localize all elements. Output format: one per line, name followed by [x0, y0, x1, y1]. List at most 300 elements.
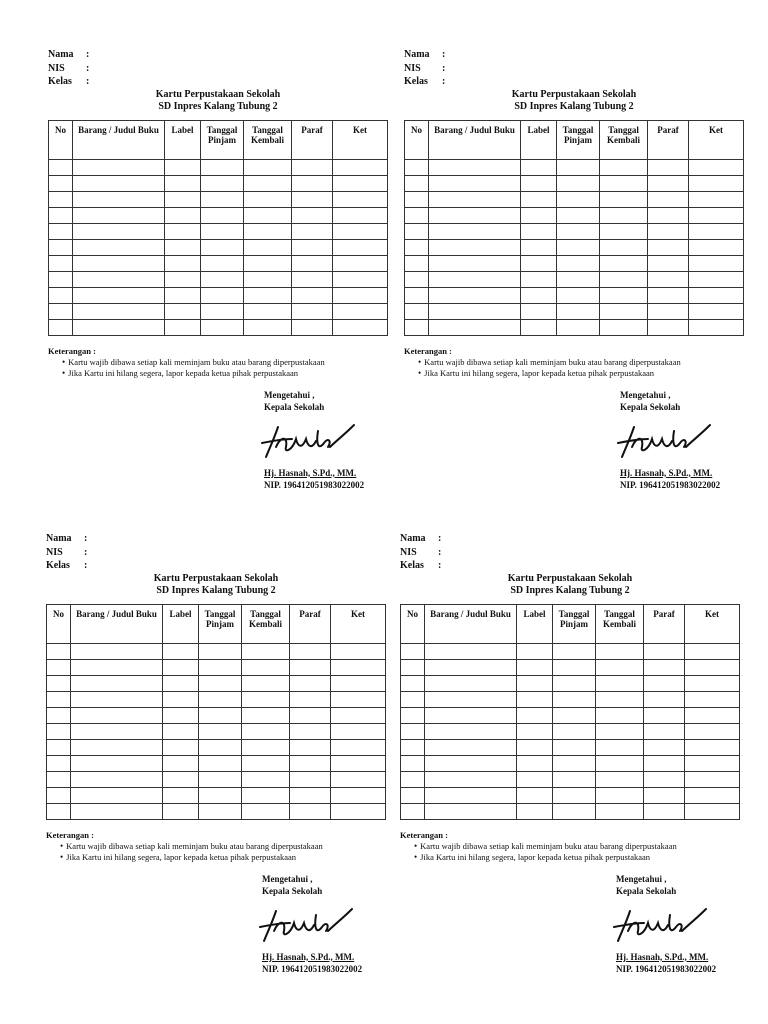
- table-cell[interactable]: [689, 207, 744, 223]
- table-cell[interactable]: [425, 803, 517, 819]
- table-row[interactable]: [405, 319, 744, 335]
- table-cell[interactable]: [689, 191, 744, 207]
- table-cell[interactable]: [401, 675, 425, 691]
- table-cell[interactable]: [49, 271, 73, 287]
- table-cell[interactable]: [557, 175, 600, 191]
- table-cell[interactable]: [405, 271, 429, 287]
- table-cell[interactable]: [429, 319, 521, 335]
- table-cell[interactable]: [521, 319, 557, 335]
- table-cell[interactable]: [553, 707, 596, 723]
- table-cell[interactable]: [71, 707, 163, 723]
- table-row[interactable]: [401, 643, 740, 659]
- table-cell[interactable]: [425, 723, 517, 739]
- table-cell[interactable]: [401, 771, 425, 787]
- table-cell[interactable]: [290, 707, 331, 723]
- table-cell[interactable]: [521, 159, 557, 175]
- table-row[interactable]: [405, 271, 744, 287]
- table-cell[interactable]: [73, 191, 165, 207]
- table-cell[interactable]: [71, 691, 163, 707]
- table-cell[interactable]: [685, 723, 740, 739]
- table-cell[interactable]: [689, 271, 744, 287]
- table-cell[interactable]: [689, 319, 744, 335]
- table-cell[interactable]: [244, 207, 292, 223]
- table-cell[interactable]: [405, 287, 429, 303]
- table-cell[interactable]: [333, 271, 388, 287]
- table-cell[interactable]: [521, 303, 557, 319]
- table-cell[interactable]: [333, 175, 388, 191]
- table-cell[interactable]: [425, 739, 517, 755]
- table-row[interactable]: [405, 175, 744, 191]
- table-cell[interactable]: [521, 175, 557, 191]
- table-cell[interactable]: [644, 707, 685, 723]
- table-cell[interactable]: [244, 303, 292, 319]
- table-cell[interactable]: [73, 239, 165, 255]
- table-cell[interactable]: [73, 319, 165, 335]
- table-cell[interactable]: [47, 707, 71, 723]
- table-cell[interactable]: [47, 739, 71, 755]
- table-cell[interactable]: [292, 191, 333, 207]
- table-cell[interactable]: [517, 755, 553, 771]
- table-row[interactable]: [49, 303, 388, 319]
- table-cell[interactable]: [689, 159, 744, 175]
- table-cell[interactable]: [425, 691, 517, 707]
- table-cell[interactable]: [685, 691, 740, 707]
- table-cell[interactable]: [47, 675, 71, 691]
- table-cell[interactable]: [517, 739, 553, 755]
- table-cell[interactable]: [517, 787, 553, 803]
- table-cell[interactable]: [163, 675, 199, 691]
- table-cell[interactable]: [648, 271, 689, 287]
- table-cell[interactable]: [201, 223, 244, 239]
- table-cell[interactable]: [644, 755, 685, 771]
- table-cell[interactable]: [163, 739, 199, 755]
- table-cell[interactable]: [648, 255, 689, 271]
- table-cell[interactable]: [557, 271, 600, 287]
- table-cell[interactable]: [557, 319, 600, 335]
- table-cell[interactable]: [49, 191, 73, 207]
- table-row[interactable]: [405, 207, 744, 223]
- table-cell[interactable]: [201, 287, 244, 303]
- table-cell[interactable]: [71, 659, 163, 675]
- table-cell[interactable]: [165, 271, 201, 287]
- table-cell[interactable]: [47, 659, 71, 675]
- table-row[interactable]: [405, 303, 744, 319]
- table-cell[interactable]: [521, 239, 557, 255]
- table-cell[interactable]: [71, 739, 163, 755]
- table-row[interactable]: [49, 223, 388, 239]
- table-cell[interactable]: [429, 255, 521, 271]
- table-cell[interactable]: [49, 223, 73, 239]
- table-cell[interactable]: [331, 691, 386, 707]
- table-cell[interactable]: [163, 691, 199, 707]
- table-cell[interactable]: [47, 803, 71, 819]
- table-cell[interactable]: [644, 691, 685, 707]
- table-cell[interactable]: [553, 723, 596, 739]
- table-cell[interactable]: [644, 643, 685, 659]
- table-cell[interactable]: [429, 175, 521, 191]
- table-cell[interactable]: [292, 207, 333, 223]
- table-cell[interactable]: [165, 239, 201, 255]
- table-cell[interactable]: [429, 207, 521, 223]
- table-cell[interactable]: [244, 159, 292, 175]
- table-cell[interactable]: [244, 239, 292, 255]
- table-cell[interactable]: [163, 803, 199, 819]
- table-cell[interactable]: [401, 659, 425, 675]
- table-cell[interactable]: [165, 159, 201, 175]
- table-row[interactable]: [47, 787, 386, 803]
- table-cell[interactable]: [71, 723, 163, 739]
- table-cell[interactable]: [73, 207, 165, 223]
- table-cell[interactable]: [331, 707, 386, 723]
- table-cell[interactable]: [73, 223, 165, 239]
- table-cell[interactable]: [401, 691, 425, 707]
- table-cell[interactable]: [242, 755, 290, 771]
- table-cell[interactable]: [201, 271, 244, 287]
- table-cell[interactable]: [401, 707, 425, 723]
- table-cell[interactable]: [333, 239, 388, 255]
- table-cell[interactable]: [596, 707, 644, 723]
- table-cell[interactable]: [596, 675, 644, 691]
- table-cell[interactable]: [290, 803, 331, 819]
- table-row[interactable]: [49, 239, 388, 255]
- table-cell[interactable]: [429, 287, 521, 303]
- table-cell[interactable]: [333, 287, 388, 303]
- table-cell[interactable]: [199, 803, 242, 819]
- table-cell[interactable]: [199, 659, 242, 675]
- table-cell[interactable]: [648, 159, 689, 175]
- table-cell[interactable]: [71, 755, 163, 771]
- table-cell[interactable]: [405, 319, 429, 335]
- table-cell[interactable]: [685, 659, 740, 675]
- table-cell[interactable]: [521, 287, 557, 303]
- table-cell[interactable]: [685, 675, 740, 691]
- table-cell[interactable]: [47, 771, 71, 787]
- table-cell[interactable]: [600, 191, 648, 207]
- table-cell[interactable]: [199, 723, 242, 739]
- table-cell[interactable]: [199, 707, 242, 723]
- table-cell[interactable]: [333, 303, 388, 319]
- table-cell[interactable]: [331, 723, 386, 739]
- table-cell[interactable]: [557, 255, 600, 271]
- table-cell[interactable]: [201, 255, 244, 271]
- table-cell[interactable]: [290, 723, 331, 739]
- table-cell[interactable]: [521, 223, 557, 239]
- table-row[interactable]: [401, 771, 740, 787]
- table-cell[interactable]: [201, 207, 244, 223]
- table-cell[interactable]: [47, 723, 71, 739]
- table-cell[interactable]: [201, 175, 244, 191]
- table-cell[interactable]: [292, 175, 333, 191]
- table-cell[interactable]: [596, 723, 644, 739]
- table-cell[interactable]: [165, 191, 201, 207]
- table-row[interactable]: [49, 159, 388, 175]
- table-cell[interactable]: [600, 159, 648, 175]
- table-cell[interactable]: [199, 787, 242, 803]
- table-cell[interactable]: [199, 675, 242, 691]
- table-cell[interactable]: [685, 787, 740, 803]
- table-cell[interactable]: [201, 319, 244, 335]
- table-cell[interactable]: [425, 675, 517, 691]
- table-cell[interactable]: [401, 803, 425, 819]
- table-cell[interactable]: [292, 319, 333, 335]
- table-cell[interactable]: [644, 739, 685, 755]
- table-cell[interactable]: [292, 303, 333, 319]
- table-cell[interactable]: [401, 755, 425, 771]
- table-row[interactable]: [401, 723, 740, 739]
- table-cell[interactable]: [596, 803, 644, 819]
- table-cell[interactable]: [49, 287, 73, 303]
- table-cell[interactable]: [596, 739, 644, 755]
- table-cell[interactable]: [49, 303, 73, 319]
- table-cell[interactable]: [290, 691, 331, 707]
- table-cell[interactable]: [163, 643, 199, 659]
- table-cell[interactable]: [405, 191, 429, 207]
- table-cell[interactable]: [201, 159, 244, 175]
- table-cell[interactable]: [425, 771, 517, 787]
- table-row[interactable]: [401, 803, 740, 819]
- table-cell[interactable]: [49, 175, 73, 191]
- table-row[interactable]: [49, 175, 388, 191]
- table-cell[interactable]: [199, 691, 242, 707]
- table-cell[interactable]: [596, 787, 644, 803]
- table-cell[interactable]: [331, 739, 386, 755]
- table-cell[interactable]: [517, 643, 553, 659]
- table-cell[interactable]: [405, 159, 429, 175]
- table-cell[interactable]: [165, 207, 201, 223]
- table-cell[interactable]: [199, 755, 242, 771]
- table-cell[interactable]: [553, 659, 596, 675]
- table-cell[interactable]: [405, 223, 429, 239]
- table-cell[interactable]: [405, 207, 429, 223]
- table-cell[interactable]: [331, 771, 386, 787]
- table-row[interactable]: [401, 691, 740, 707]
- table-cell[interactable]: [290, 643, 331, 659]
- table-cell[interactable]: [242, 675, 290, 691]
- table-cell[interactable]: [71, 787, 163, 803]
- table-cell[interactable]: [600, 303, 648, 319]
- table-cell[interactable]: [73, 287, 165, 303]
- table-cell[interactable]: [244, 175, 292, 191]
- table-cell[interactable]: [47, 691, 71, 707]
- table-row[interactable]: [49, 271, 388, 287]
- table-cell[interactable]: [163, 787, 199, 803]
- table-row[interactable]: [47, 739, 386, 755]
- table-cell[interactable]: [165, 223, 201, 239]
- table-cell[interactable]: [553, 787, 596, 803]
- table-cell[interactable]: [71, 675, 163, 691]
- table-row[interactable]: [401, 787, 740, 803]
- table-cell[interactable]: [689, 175, 744, 191]
- table-cell[interactable]: [163, 659, 199, 675]
- table-row[interactable]: [47, 803, 386, 819]
- table-cell[interactable]: [401, 787, 425, 803]
- table-cell[interactable]: [201, 191, 244, 207]
- table-cell[interactable]: [242, 787, 290, 803]
- table-row[interactable]: [405, 191, 744, 207]
- table-cell[interactable]: [199, 739, 242, 755]
- table-cell[interactable]: [165, 255, 201, 271]
- table-row[interactable]: [405, 223, 744, 239]
- table-cell[interactable]: [648, 207, 689, 223]
- table-cell[interactable]: [685, 707, 740, 723]
- table-cell[interactable]: [333, 319, 388, 335]
- table-cell[interactable]: [290, 739, 331, 755]
- table-cell[interactable]: [600, 319, 648, 335]
- table-cell[interactable]: [73, 159, 165, 175]
- table-row[interactable]: [401, 675, 740, 691]
- table-cell[interactable]: [553, 771, 596, 787]
- table-row[interactable]: [401, 755, 740, 771]
- table-cell[interactable]: [244, 191, 292, 207]
- table-cell[interactable]: [685, 771, 740, 787]
- table-cell[interactable]: [557, 287, 600, 303]
- table-cell[interactable]: [557, 159, 600, 175]
- table-cell[interactable]: [429, 303, 521, 319]
- table-cell[interactable]: [290, 675, 331, 691]
- table-cell[interactable]: [600, 271, 648, 287]
- table-cell[interactable]: [165, 287, 201, 303]
- table-cell[interactable]: [163, 771, 199, 787]
- table-cell[interactable]: [517, 691, 553, 707]
- table-cell[interactable]: [689, 255, 744, 271]
- table-row[interactable]: [47, 771, 386, 787]
- table-cell[interactable]: [600, 287, 648, 303]
- table-cell[interactable]: [644, 659, 685, 675]
- table-cell[interactable]: [557, 191, 600, 207]
- table-cell[interactable]: [596, 755, 644, 771]
- table-cell[interactable]: [405, 239, 429, 255]
- table-row[interactable]: [47, 675, 386, 691]
- table-cell[interactable]: [553, 755, 596, 771]
- table-cell[interactable]: [199, 771, 242, 787]
- table-cell[interactable]: [71, 643, 163, 659]
- table-cell[interactable]: [553, 643, 596, 659]
- table-cell[interactable]: [553, 675, 596, 691]
- table-cell[interactable]: [553, 739, 596, 755]
- table-cell[interactable]: [331, 787, 386, 803]
- table-cell[interactable]: [425, 659, 517, 675]
- table-cell[interactable]: [333, 223, 388, 239]
- table-cell[interactable]: [557, 303, 600, 319]
- table-cell[interactable]: [47, 787, 71, 803]
- table-cell[interactable]: [429, 271, 521, 287]
- table-cell[interactable]: [429, 223, 521, 239]
- table-row[interactable]: [405, 255, 744, 271]
- table-cell[interactable]: [685, 755, 740, 771]
- table-cell[interactable]: [600, 223, 648, 239]
- table-cell[interactable]: [165, 319, 201, 335]
- table-cell[interactable]: [201, 303, 244, 319]
- table-cell[interactable]: [521, 271, 557, 287]
- table-cell[interactable]: [644, 787, 685, 803]
- table-row[interactable]: [401, 659, 740, 675]
- table-cell[interactable]: [689, 287, 744, 303]
- table-cell[interactable]: [242, 723, 290, 739]
- table-cell[interactable]: [244, 255, 292, 271]
- table-cell[interactable]: [401, 739, 425, 755]
- table-cell[interactable]: [73, 255, 165, 271]
- table-cell[interactable]: [517, 771, 553, 787]
- table-cell[interactable]: [648, 191, 689, 207]
- table-row[interactable]: [47, 659, 386, 675]
- table-cell[interactable]: [685, 739, 740, 755]
- table-row[interactable]: [49, 319, 388, 335]
- table-cell[interactable]: [331, 643, 386, 659]
- table-cell[interactable]: [201, 239, 244, 255]
- table-cell[interactable]: [644, 675, 685, 691]
- table-cell[interactable]: [648, 287, 689, 303]
- table-cell[interactable]: [244, 319, 292, 335]
- table-cell[interactable]: [557, 207, 600, 223]
- table-cell[interactable]: [517, 659, 553, 675]
- table-row[interactable]: [49, 191, 388, 207]
- table-row[interactable]: [47, 691, 386, 707]
- table-cell[interactable]: [333, 159, 388, 175]
- table-cell[interactable]: [244, 223, 292, 239]
- table-cell[interactable]: [49, 319, 73, 335]
- table-cell[interactable]: [242, 771, 290, 787]
- table-cell[interactable]: [333, 255, 388, 271]
- table-cell[interactable]: [290, 755, 331, 771]
- table-cell[interactable]: [331, 675, 386, 691]
- table-cell[interactable]: [553, 691, 596, 707]
- table-cell[interactable]: [244, 287, 292, 303]
- table-cell[interactable]: [648, 175, 689, 191]
- table-row[interactable]: [401, 739, 740, 755]
- table-cell[interactable]: [557, 223, 600, 239]
- table-cell[interactable]: [521, 207, 557, 223]
- table-cell[interactable]: [517, 723, 553, 739]
- table-cell[interactable]: [596, 643, 644, 659]
- table-cell[interactable]: [242, 659, 290, 675]
- table-cell[interactable]: [689, 223, 744, 239]
- table-cell[interactable]: [429, 239, 521, 255]
- table-row[interactable]: [47, 707, 386, 723]
- table-cell[interactable]: [73, 271, 165, 287]
- table-cell[interactable]: [333, 191, 388, 207]
- table-cell[interactable]: [644, 803, 685, 819]
- table-cell[interactable]: [199, 643, 242, 659]
- table-row[interactable]: [49, 255, 388, 271]
- table-cell[interactable]: [521, 255, 557, 271]
- table-cell[interactable]: [71, 803, 163, 819]
- table-cell[interactable]: [600, 175, 648, 191]
- table-cell[interactable]: [648, 239, 689, 255]
- table-cell[interactable]: [49, 159, 73, 175]
- table-cell[interactable]: [425, 643, 517, 659]
- table-row[interactable]: [47, 723, 386, 739]
- table-row[interactable]: [49, 287, 388, 303]
- table-cell[interactable]: [47, 643, 71, 659]
- table-cell[interactable]: [331, 803, 386, 819]
- table-cell[interactable]: [163, 723, 199, 739]
- table-cell[interactable]: [600, 239, 648, 255]
- table-cell[interactable]: [685, 643, 740, 659]
- table-cell[interactable]: [292, 271, 333, 287]
- table-cell[interactable]: [644, 771, 685, 787]
- table-cell[interactable]: [292, 239, 333, 255]
- table-cell[interactable]: [242, 691, 290, 707]
- table-cell[interactable]: [644, 723, 685, 739]
- table-cell[interactable]: [648, 319, 689, 335]
- table-cell[interactable]: [557, 239, 600, 255]
- table-row[interactable]: [49, 207, 388, 223]
- table-cell[interactable]: [689, 303, 744, 319]
- table-cell[interactable]: [165, 303, 201, 319]
- table-cell[interactable]: [242, 739, 290, 755]
- table-cell[interactable]: [596, 771, 644, 787]
- table-cell[interactable]: [49, 207, 73, 223]
